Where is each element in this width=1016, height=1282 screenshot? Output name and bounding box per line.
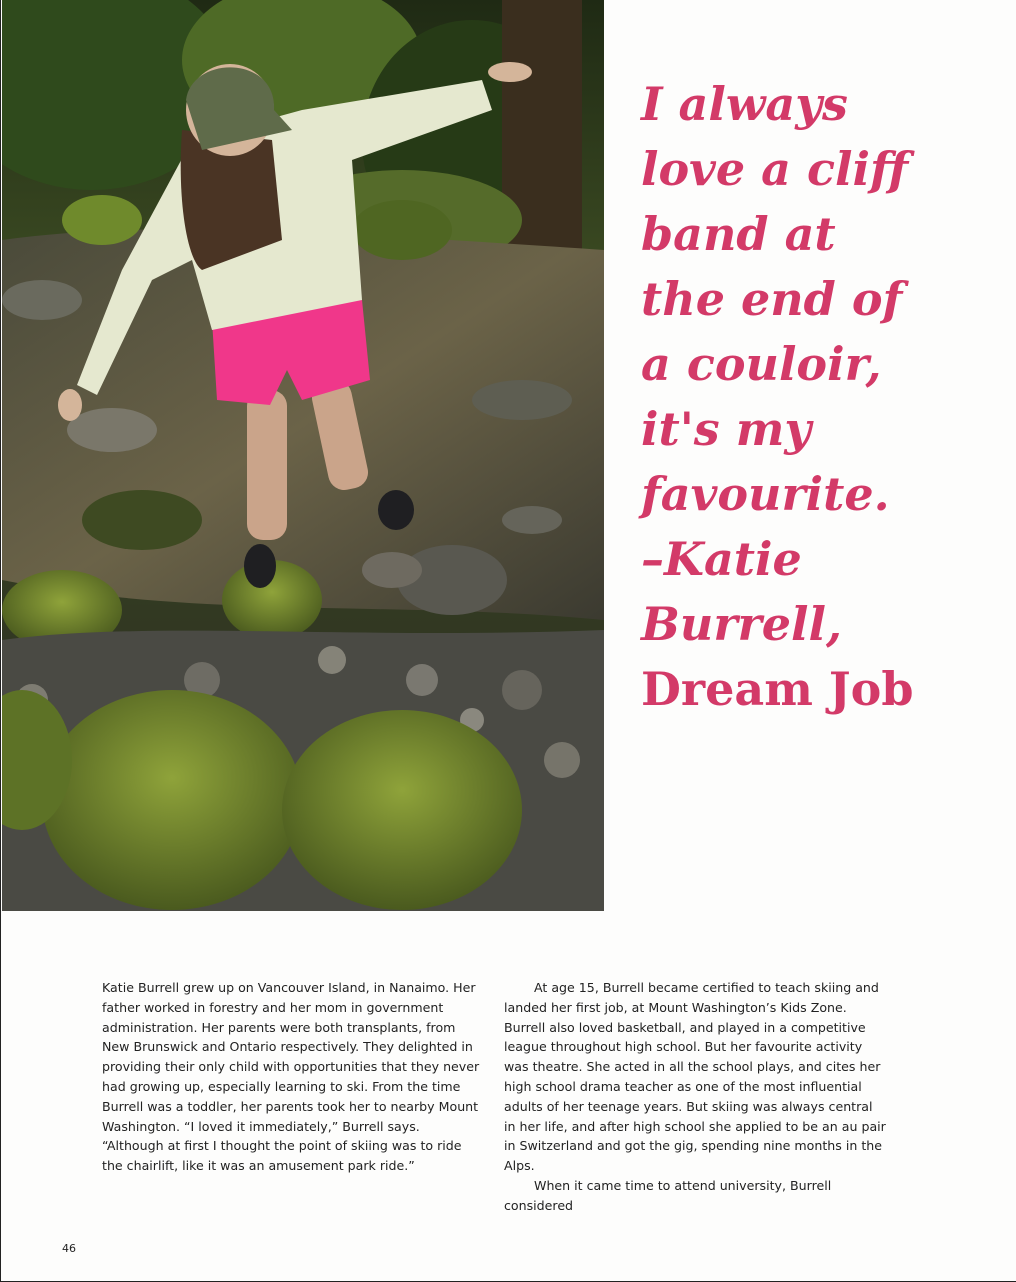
pull-quote-line: favourite. [641, 467, 890, 521]
article-paragraph: When it came time to attend university, Burrell considered [504, 1177, 832, 1213]
article-column-right [504, 978, 886, 1216]
page-number: 46 [62, 1242, 76, 1255]
hiker-on-creek-rocks-image [2, 0, 604, 911]
pull-quote-line: I always [641, 77, 848, 131]
pull-quote-line: it's my [641, 402, 812, 456]
pull-quote-attribution: –Katie [641, 532, 802, 586]
pull-quote [641, 72, 991, 722]
pull-quote-line: the end of [641, 272, 903, 326]
pull-quote-attribution: Burrell, [641, 597, 843, 651]
article-paragraph: At age 15, Burrell became certified to teach skiing and landed her first job, at Mount Washington’s Kids Zone. Burrell also loved basketball, and played in a competitive league throughout high school. But her favourite activity was theatre. She acted in all the school plays, and cites her high school drama teacher as one of the most influential adults of her teenage years. But skiing was always central in her life, and after high school she applied to be an au pair in Switzerland and got the gig, spending nine months in the Alps. [504, 980, 886, 1174]
pull-quote-attribution: Dream Job [641, 662, 914, 716]
article-paragraph: Katie Burrell grew up on Vancouver Island, in Nanaimo. Her father worked in forestry and her mom in government administration. Her parents were both transplants, from New Brunswick and Ontario respectively. They delighted in providing their only child with opportunities that they never had growing up, especially learning to ski. From the time Burrell was a toddler, her parents took her to nearby Mount Washington. “I loved it immediately,” Burrell says. “Although at first I thought the point of skiing was to ride the chairlift, like it was an amusement park ride.” [102, 980, 480, 1174]
article-column-left [102, 978, 482, 1176]
pull-quote-line: love a cliff [641, 142, 908, 196]
pull-quote-line: band at [641, 207, 836, 261]
hero-photo [2, 0, 604, 911]
pull-quote-line: a couloir, [641, 337, 882, 391]
